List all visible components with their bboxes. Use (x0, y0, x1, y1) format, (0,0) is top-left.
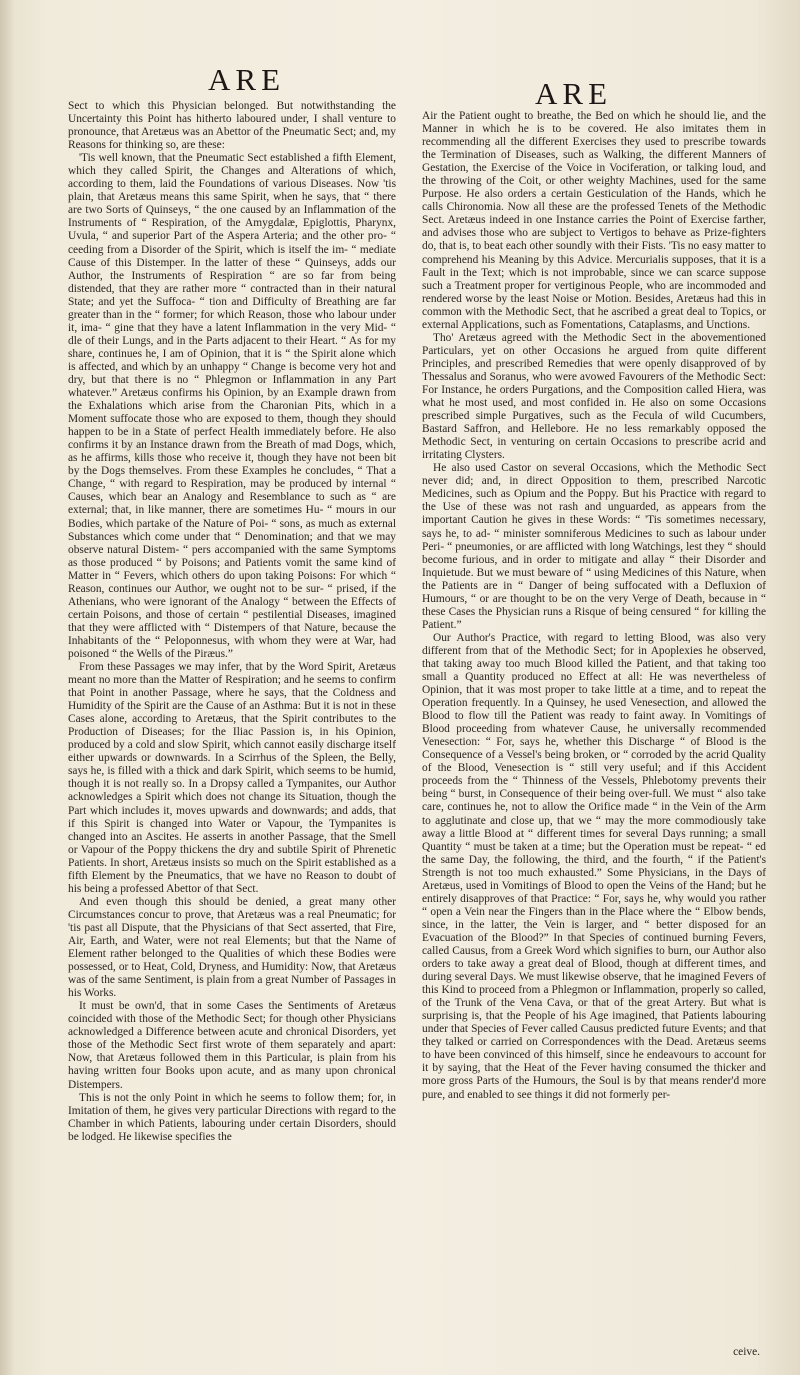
right-column (422, 110, 766, 1102)
paragraph: And even though this should be denied, a great many other Circumstances concur to prove, that Aretæus was a real Pneumatic; for 'tis past all Dispute, that the Physicians of that Sect asserted, that Fire, Air, Earth, and Water, were not real Elements; but that the Name of Element rather belonged to the Qualities of which these Bodies were possessed, or to Heat, Cold, Dryness, and Humidity: Now, that Aretæus was of the same Sentiment, is plain from a great Number of Passages in his Works. (68, 895, 396, 1000)
paragraph: Air the Patient ought to breathe, the Bed on which he should lie, and the Manner in which he is to be covered. He also imitates them in recommending all the different Exercises they used to prescribe towards the Termination of Diseases, such as Walking, the different Manners of Gestation, the Exercise of the Voice in Vociferation, or talking loud, and the throwing of the Coit, or other weighty Machines, used for the same Purpose. He also orders a certain Gesticulation of the Hands, which he calls Chironomia. Now all these are the professed Tenets of the Methodic Sect. Aretæus indeed in one Instance carries the Point of Exercise farther, and advises those who are subject to Vertigos to behave as Prize-fighters do, that is, to beat each other soundly with their Fists. 'Tis no easy matter to comprehend his Meaning by this Advice. Mercurialis supposes, that it is a Fault in the Text; which is not improbable, since we can scarce suppose such a Treatment proper for vertiginous People, who are incommoded and rendered worse by the least Noise or Motion. Besides, Aretæus had this in common with the Methodic Sect, that he ascribed a great deal to Topics, or external Applications, such as Fomentations, Cataplasms, and Unctions. (422, 110, 766, 331)
paragraph: This is not the only Point in which he seems to follow them; for, in Imitation of them, he gives very particular Directions with regard to the Chamber in which Patients, labouring under certain Disorders, should be lodged. He likewise specifies the (68, 1091, 396, 1143)
paragraph: He also used Castor on several Occasions, which the Methodic Sect never did; and, in direct Opposition to them, prescribed Narcotic Medicines, such as Opium and the Poppy. But his Practice with regard to the Use of these was not rash and unguarded, as appears from the important Caution he gives in these Words: “ 'Tis sometimes necessary, says he, to ad- “ minister somniferous Medicines to such as labour under Peri- “ pneumonies, or are afflicted with long Watchings, lest they “ should become furious, and in order to mitigate and allay “ their Disorder and Inquietude. But we must beware of “ using Medicines of this Nature, when the Patients are in “ Danger of being suffocated with a Defluxion of Humours, “ or are thought to be on the very Verge of Death, because in “ these Cases the Physician runs a Risque of being censured “ for killing the Patient.” (422, 462, 766, 631)
paragraph: Sect to which this Physician belonged. But notwithstanding the Uncertainty this Point has hitherto laboured under, I shall venture to pronounce, that Aretæus was an Abettor of the Pneumatic Sect; and, my Reasons for thinking so, are these: (68, 100, 396, 152)
paragraph: Our Author's Practice, with regard to letting Blood, was also very different from that of the Methodic Sect; for in Apoplexies he observed, that taking away too much Blood killed the Patient, and that taking too small a Quantity produced no Effect at all: He was nevertheless of Opinion, that it was most proper to take little at a time, and to repeat the Operation frequently. In a Quinsey, he used Venesection, and allowed the Blood to flow till the Patient was ready to faint away. In Vomitings of Blood proceeding from whatever Cause, he universally recommended Venesection: “ For, says he, whether this Discharge “ of Blood is the Consequence of a Vessel's being broken, or “ corroded by the acrid Quality of the Blood, Venesection is “ still very useful; and if this Accident proceeds from the “ Thinness of the Vessels, Phlebotomy prevents their being “ burst, in Consequence of their being over-full. We must “ also take care, continues he, not to allow the Orifice made “ in the Vein of the Arm to agglutinate and close up, that we “ may the more commodiously take away a little Blood at “ different times for several Days running; a small Quantity “ must be taken at a time; but the Operation must be repeat- “ ed the same Day, the following, the third, and the fourth, “ if the Patient's Strength is not too much exhausted.” Some Physicians, in the Days of Aretæus, used in Vomitings of Blood to open the Veins of the Hand; but he entirely disapproves of that Practice: “ For, says he, why would you rather “ open a Vein near the Fingers than in the Place where the “ Elbow bends, since, in the latter, the Vein is larger, and “ better disposed for an Evacuation of the Blood?” In that Species of continued burning Fevers, called Causus, from a Greek Word which signifies to burn, our Author also orders to take away a great deal of Blood, though at different times, and during several Days. We must likewise observe, that he imagined Fevers of this Kind to proceed from a Phlegmon or Inflammation, properly so called, of the Trunk of the Vena Cava, or that of the great Artery. But what is surprising is, that the People of his Age imagined, that Patients labouring under that Species of Fever called Causus predicted future Events; and that they talked or carried on Correspondences with the Dead. Aretæus seems to have been convinced of this himself, since he endeavours to account for it by saying, that the Heat of the Fever having consumed the thicker and more gross Parts of the Humours, the Soul is by that means render'd more pure, and enabled to see things it did not formerly per- (422, 631, 766, 1101)
paragraph: Tho' Aretæus agreed with the Methodic Sect in the abovementioned Particulars, yet on other Occasions he argued from quite different Principles, and prescribed Remedies that were openly disapproved of by Thessalus and Soranus, who were avowed Favourers of the Methodic Sect: For Instance, he orders Purgations, and the Composition called Hiera, was what he most used, and most confided in. He also on some Occasions prescribed simple Purgatives, such as the Fecula of wild Cucumbers, Bastard Saffron, and Hellebore. He no less remarkably opposed the Methodic Sect, in venturing on certain Occasions to prescribe acrid and irritating Clysters. (422, 331, 766, 462)
running-head-left: ARE (208, 62, 285, 97)
catchword: ceive. (733, 1346, 760, 1358)
running-head-right: ARE (535, 76, 612, 111)
paragraph: 'Tis well known, that the Pneumatic Sect established a fifth Element, which they called Spirit, the Changes and Alterations of which, according to them, laid the Foundations of various Diseases. Now 'tis plain, that Aretæus means this same Spirit, when he says, that “ there are two Sorts of Quinseys, “ the one caused by an Inflammation of the Instruments of “ Respiration, of the Amygdalæ, Epiglottis, Pharynx, Uvula, “ and superior Part of the Aspera Arteria; and the other pro- “ ceeding from a Disorder of the Spirit, which is itself the im- “ mediate Cause of this Distemper. In the latter of these “ Quinseys, adds our Author, the Instruments of Respiration “ are so far from being distended, that they are rather more “ contracted than in their natural State; and yet the Suffoca- “ tion and Difficulty of Breathing are far greater than in the “ former; for which Reason, those who labour under it, ima- “ gine that they have a latent Inflammation in the very Mid- “ dle of their Lungs, and in the Parts adjacent to their Heart. “ As for my share, continues he, I am of Opinion, that it is “ the Spirit alone which is affected, and which by an unhappy “ Change is become very hot and dry, but that there is no “ Phlegmon or Inflammation in any Part whatever.” Aretæus confirms his Opinion, by an Example drawn from the Exhalations which arise from the Charonian Pits, which in a Moment suffocate those who are exposed to them, though they should happen to be in a State of perfect Health immediately before. He also confirms it by an Instance drawn from the Breath of mad Dogs, which, as he affirms, kills those who receive it, though they have not been bit by the Dogs themselves. From these Examples he concludes, “ That a Change, “ with regard to Respiration, may be produced by internal “ Causes, which bear an Analogy and Resemblance to such as “ are external; that, in like manner, there are sometimes Hu- “ mours in our Bodies, which partake of the Nature of Poi- “ sons, as much as external Substances which come under that “ Denomination; and that we may observe natural Distem- “ pers accompanied with the same Symptoms as those produced “ by Poisons; and Patients vomit the same kind of Matter in “ Fevers, which others do upon taking Poisons: For which “ Reason, continues our Author, we ought not to be sur- “ prised, if the Athenians, who were ignorant of the Analogy “ between the Effects of certain Poisons, and those of certain “ pestilential Diseases, imagined that they were afflicted with “ Distempers of that Nature, because the Inhabitants of the “ Peloponnesus, with whom they were at War, had poisoned “ the Wells of the Piræus.” (68, 152, 396, 660)
left-column (68, 100, 396, 1144)
paragraph: From these Passages we may infer, that by the Word Spirit, Aretæus meant no more than the Matter of Respiration; and he seems to confirm that Point in another Passage, where he says, that the Coldness and Humidity of the Spirit are the Cause of an Asthma: But it is not in these Cases alone, according to Aretæus, that the Spirit contributes to the Production of Diseases; for the Iliac Passion is, in his Opinion, produced by a cold and slow Spirit, which cannot easily discharge itself either upwards or downwards. In a Scirrhus of the Spleen, the Belly, says he, is filled with a thick and dark Spirit, which seems to be humid, though it is not really so. In a Dropsy called a Tympanites, our Author acknowledges a Spirit which does not change its Situation, though the Part which includes it, moves upwards and downwards; and adds, that if this Spirit is changed into Water or Vapour, the Tympanites is changed into an Ascites. He asserts in another Passage, that the Smell or Vapour of the Poppy thickens the dry and subtile Spirit of Phrenetic Patients. In short, Aretæus insists so much on the Spirit established as a fifth Element by the Pneumatics, that we have no Reason to doubt of his being a professed Abettor of that Sect. (68, 661, 396, 895)
paragraph: It must be own'd, that in some Cases the Sentiments of Aretæus coincided with those of the Methodic Sect; for though other Physicians acknowledged a Difference between acute and chronical Disorders, yet those of the Methodic Sect first wrote of them separately and apart: Now, that Aretæus followed them in this Particular, is plain from his having written four Books upon acute, and as many upon chronical Distempers. (68, 1000, 396, 1091)
